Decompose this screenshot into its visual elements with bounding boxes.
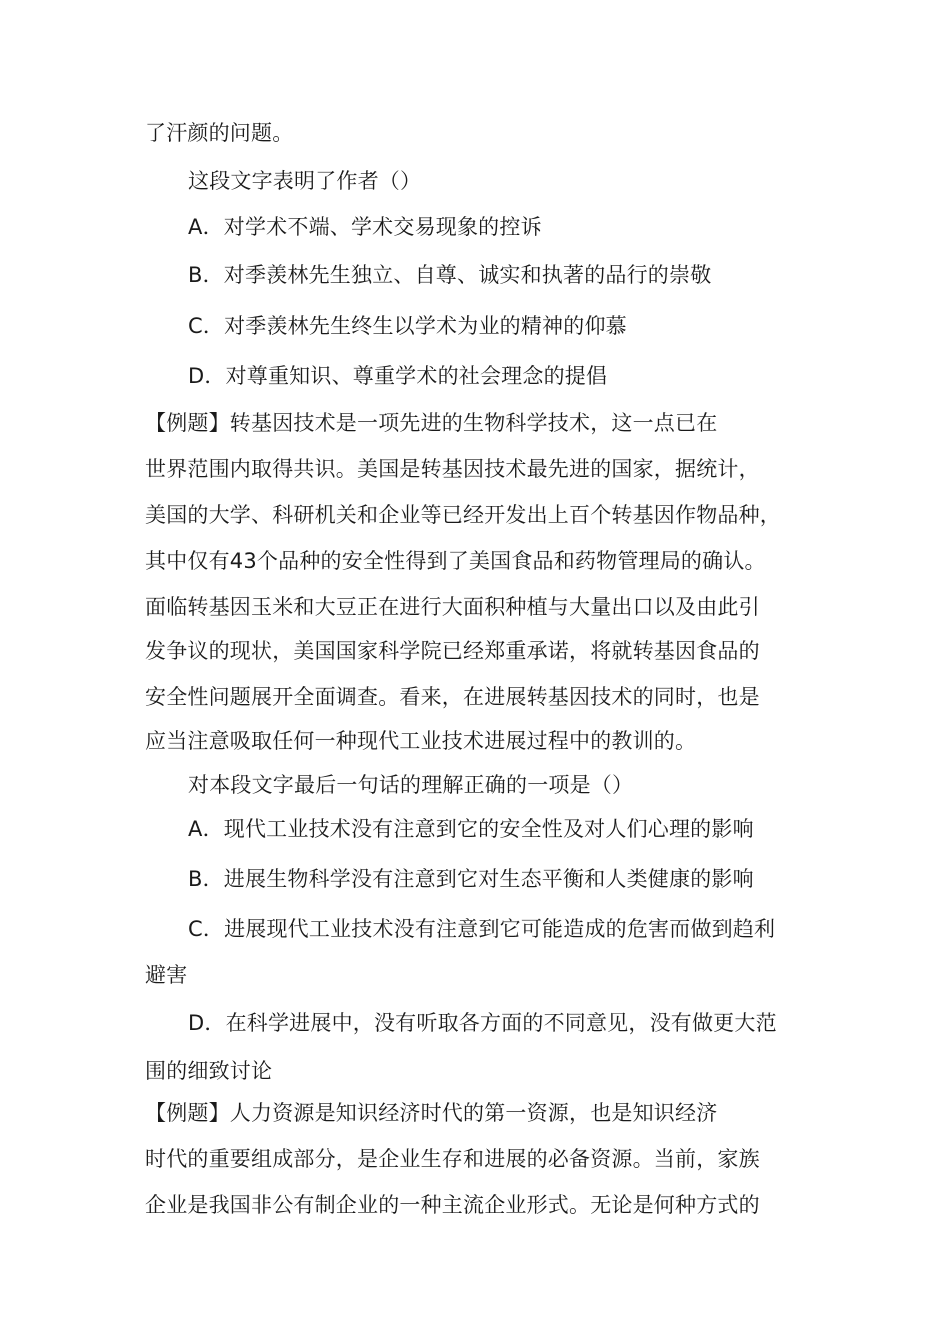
question-stem: 这段文字表明了作者（） <box>188 169 422 193</box>
example-heading-line: 【例题】转基因技术是一项先进的生物科学技术，这一点已在 <box>145 411 718 435</box>
option-b: B．进展生物科学没有注意到它对生态平衡和人类健康的影响 <box>188 867 754 891</box>
example-heading-line: 【例题】人力资源是知识经济时代的第一资源，也是知识经济 <box>145 1101 718 1125</box>
option-a: A．现代工业技术没有注意到它的安全性及对人们心理的影响 <box>188 817 754 841</box>
paragraph-line: 时代的重要组成部分，是企业生存和进展的必备资源。当前，家族 <box>145 1147 760 1171</box>
paragraph-line: 发争议的现状，美国国家科学院已经郑重承诺，将就转基因食品的 <box>145 639 760 663</box>
paragraph-line: 安全性问题展开全面调查。看来，在进展转基因技术的同时，也是 <box>145 685 760 709</box>
option-c: C．对季羡林先生终生以学术为业的精神的仰慕 <box>188 314 627 338</box>
paragraph-line: 其中仅有43个品种的安全性得到了美国食品和药物管理局的确认。 <box>145 549 766 573</box>
paragraph-line: 企业是我国非公有制企业的一种主流企业形式。无论是何种方式的 <box>145 1193 760 1217</box>
option-a: A．对学术不端、学术交易现象的控诉 <box>188 215 542 239</box>
paragraph-line: 美国的大学、科研机关和企业等已经开发出上百个转基因作物品种， <box>145 503 781 527</box>
paragraph-line: 了汗颜的问题。 <box>145 121 294 145</box>
question-stem: 对本段文字最后一句话的理解正确的一项是（） <box>188 773 634 797</box>
option-c: C．进展现代工业技术没有注意到它可能造成的危害而做到趋利 <box>188 917 776 941</box>
option-d-continued: 围的细致讨论 <box>145 1059 273 1083</box>
paragraph-line: 面临转基因玉米和大豆正在进行大面积种植与大量出口以及由此引 <box>145 595 760 619</box>
option-d: D．在科学进展中，没有听取各方面的不同意见，没有做更大范 <box>188 1011 777 1035</box>
paragraph-line: 世界范围内取得共识。美国是转基因技术最先进的国家，据统计， <box>145 457 760 481</box>
option-c-continued: 避害 <box>145 963 188 987</box>
paragraph-line: 应当注意吸取任何一种现代工业技术进展过程中的教训的。 <box>145 729 697 753</box>
option-d: D．对尊重知识、尊重学术的社会理念的提倡 <box>188 364 608 388</box>
option-b: B．对季羡林先生独立、自尊、诚实和执著的品行的崇敬 <box>188 263 712 287</box>
